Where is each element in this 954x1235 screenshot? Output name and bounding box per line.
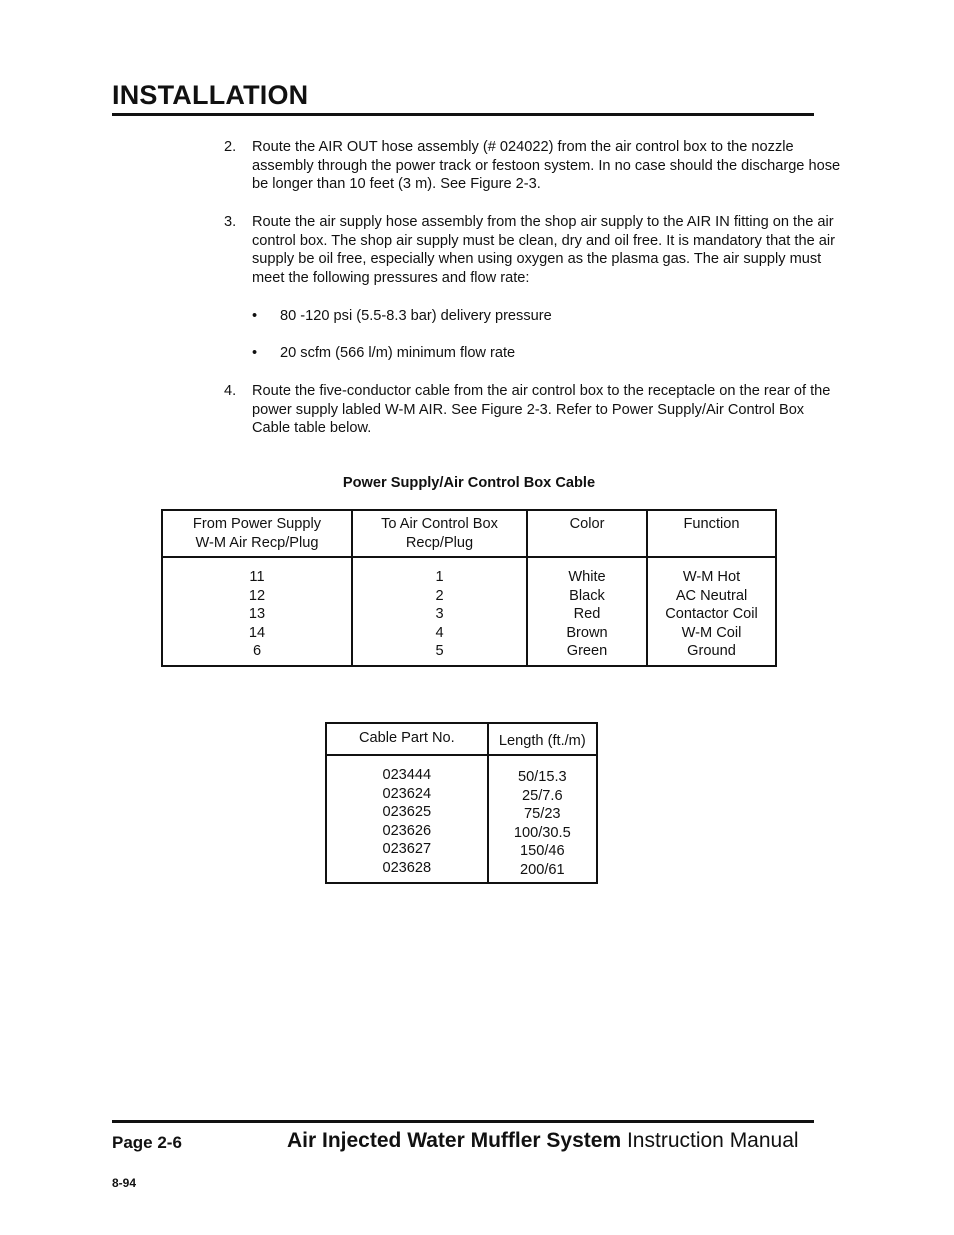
cable-part-table	[325, 722, 598, 884]
table-cell: 1	[435, 569, 444, 585]
header-function	[647, 510, 776, 557]
header-line: W-M Air Recp/Plug	[195, 534, 319, 551]
date-code: 8-94	[112, 1176, 137, 1190]
manual-title-regular: Instruction Manual	[621, 1129, 799, 1152]
table-cell: Red	[573, 606, 601, 623]
table-cell: 023625	[382, 804, 432, 821]
table-cell: 13	[248, 606, 266, 623]
header-line: To Air Control Box	[381, 516, 498, 532]
bullet-pressure	[252, 307, 840, 326]
table-cell: W-M Hot	[682, 569, 741, 585]
table-cell: 023444	[382, 767, 432, 783]
color-column	[527, 557, 647, 666]
header-line: Color	[569, 516, 605, 532]
step-4	[224, 382, 842, 438]
header-line: From Power Supply	[192, 516, 322, 532]
table-cell: Green	[566, 643, 608, 660]
bullet-dot: •	[252, 308, 258, 324]
header-cable-part-no: Cable Part No.	[326, 723, 488, 755]
table-cell: 023626	[382, 822, 432, 839]
table-cell: Black	[569, 587, 605, 604]
part-number-column	[326, 755, 488, 883]
manual-title	[287, 1129, 799, 1153]
header-color	[527, 510, 647, 557]
bullet-text: 20 scfm (566 l/m) minimum flow rate	[280, 345, 516, 361]
step-number: 4.	[224, 383, 237, 399]
table-cell: 5	[435, 643, 444, 660]
header-from-power-supply	[162, 510, 352, 557]
step-text: Route the AIR OUT hose assembly (# 024022) from the air control box to the nozzle assembly through the power track or festoon system. In no case should the discharge hose be longer than 10 feet (3 m). See Figure 2-3.	[252, 139, 841, 193]
table-cell: AC Neutral	[675, 587, 748, 604]
step-2	[224, 138, 842, 194]
manual-title-bold: Air Injected Water Muffler System	[287, 1129, 622, 1152]
header-length: Length (ft./m)	[488, 723, 597, 755]
table-cell: 75/23	[524, 806, 561, 823]
function-column	[647, 557, 776, 666]
table-cell: 25/7.6	[522, 787, 563, 804]
table-cell: 12	[248, 587, 266, 604]
table-cell: 2	[435, 587, 444, 604]
table-cell: 100/30.5	[513, 824, 571, 841]
table-cell: Brown	[566, 624, 608, 641]
step-3	[224, 213, 842, 287]
part-table-header-row	[326, 723, 597, 755]
step-text: Route the air supply hose assembly from the shop air supply to the AIR IN fitting on the air control box. The shop air supply must be clean, dry and oil free. It is mandatory that the air supply be oil free, especially when using oxygen as the plasma gas. The air supply must meet the following pressures and flow rate:	[252, 214, 835, 286]
section-heading: INSTALLATION	[112, 80, 309, 110]
bullet-text: 80 -120 psi (5.5-8.3 bar) delivery pressure	[280, 308, 552, 324]
table-cell: White	[568, 569, 606, 585]
cable-table-title: Power Supply/Air Control Box Cable	[342, 475, 596, 491]
header-to-air-control-box	[352, 510, 527, 557]
page-number: Page 2-6	[112, 1133, 182, 1152]
table-cell: 150/46	[519, 843, 565, 860]
table-cell: 11	[249, 569, 265, 585]
cable-table-header-row	[162, 510, 776, 557]
length-column	[488, 755, 597, 883]
table-cell: Contactor Coil	[665, 606, 758, 623]
footer-rule	[112, 1120, 814, 1123]
part-table-body-row	[326, 755, 597, 883]
bullet-dot: •	[252, 345, 258, 361]
table-cell: 200/61	[519, 861, 565, 878]
table-cell: 3	[435, 606, 444, 623]
from-pin-column	[162, 557, 352, 666]
table-cell: W-M Coil	[681, 624, 742, 641]
step-number: 2.	[224, 139, 237, 155]
bullet-flow-rate	[252, 344, 840, 363]
to-pin-column	[352, 557, 527, 666]
table-cell: 6	[252, 643, 262, 660]
table-cell: 14	[248, 624, 266, 641]
step-text: Route the five-conductor cable from the air control box to the receptacle on the rear of the power supply labled W-M AIR. See Figure 2-3. Refer to Power Supply/Air Control Box Cable table below.	[252, 383, 831, 437]
table-cell: 4	[435, 624, 444, 641]
header-line: Recp/Plug	[405, 534, 474, 551]
table-cell: Ground	[687, 643, 736, 660]
header-rule	[112, 113, 814, 116]
cable-table-body-row	[162, 557, 776, 666]
table-cell: 50/15.3	[517, 769, 567, 785]
table-cell: 023628	[382, 859, 432, 876]
cable-table	[161, 509, 777, 667]
table-cell: 023627	[382, 841, 432, 858]
step-number: 3.	[224, 214, 237, 230]
table-cell: 023624	[382, 785, 432, 802]
header-line: Function	[683, 516, 740, 532]
